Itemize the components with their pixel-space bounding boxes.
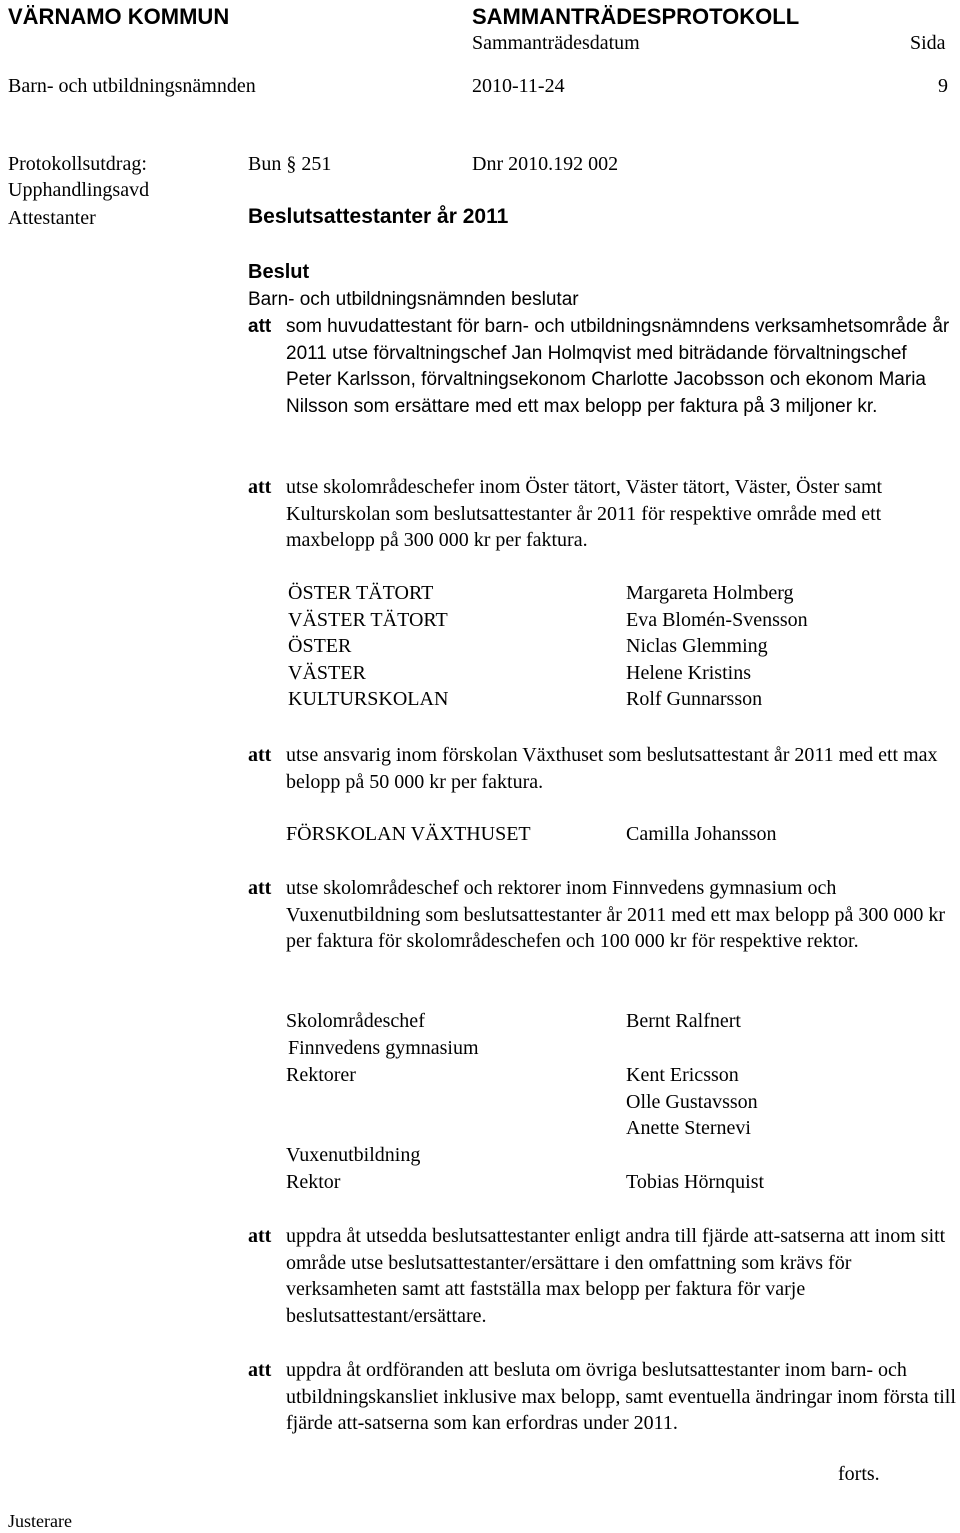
clause-2: utse skolområdeschefer inom Öster tätort, Väster tätort, Väster, Öster samt Kulturskolan som beslutsattestanter år 2011 för respektive område med ett maxbelopp på 300 000 kr per faktura.: [286, 476, 883, 551]
person-name: Kent Ericsson: [626, 1064, 739, 1086]
person-name: Olle Gustavsson: [626, 1091, 758, 1113]
clause-3: utse ansvarig inom förskolan Växthuset som beslutsattestant år 2011 med ett max belopp på 50 000 kr per faktura.: [286, 744, 938, 793]
role-label: Rektorer: [286, 1064, 356, 1086]
committee-name: Barn- och utbildningsnämnden: [8, 75, 256, 97]
person-name: Helene Kristins: [626, 661, 751, 684]
person-list: [626, 580, 808, 713]
document-title: Beslutsattestanter år 2011: [248, 205, 509, 228]
decision-heading: Beslut: [248, 261, 310, 283]
att-marker: att: [248, 476, 272, 498]
page-number: 9: [938, 75, 948, 97]
role-label: Vuxenutbildning: [286, 1144, 421, 1166]
person-name: Bernt Ralfnert: [626, 1010, 741, 1032]
preschool-area: FÖRSKOLAN VÄXTHUSET: [286, 823, 531, 845]
area-name: KULTURSKOLAN: [288, 688, 449, 711]
date-label: Sammanträdesdatum: [472, 32, 640, 54]
att-marker: att: [248, 877, 272, 899]
preschool-person: Camilla Johansson: [626, 823, 777, 845]
document-type: SAMMANTRÄDESPROTOKOLL: [472, 4, 800, 29]
case-reference: Bun § 251: [248, 153, 332, 175]
decision-intro: Barn- och utbildningsnämnden beslutar: [248, 289, 579, 310]
person-name: Anette Sternevi: [626, 1117, 751, 1139]
role-label: Rektor: [286, 1171, 341, 1193]
person-name: Niclas Glemming: [626, 635, 768, 658]
role-label: Skolområdeschef: [286, 1010, 425, 1032]
person-name: Margareta Holmberg: [626, 582, 794, 604]
area-name: VÄSTER TÄTORT: [288, 608, 448, 631]
person-name: Rolf Gunnarsson: [626, 688, 763, 711]
page-label: Sida: [910, 32, 946, 54]
clause-4: utse skolområdeschef och rektorer inom Finnvedens gymnasium och Vuxenutbildning som beslutsattestanter år 2011 med ett max belopp på 300 000 kr per faktura för skolområdeschefen och 100 000 kr för respektive rektor.: [286, 877, 946, 952]
continued-marker: forts.: [838, 1463, 880, 1485]
att-marker: att: [248, 316, 272, 337]
att-marker: att: [248, 1225, 272, 1247]
recipient-attestants: Attestanter: [8, 207, 96, 229]
area-list: [288, 580, 448, 713]
person-name: Eva Blomén-Svensson: [626, 608, 808, 631]
area-name: ÖSTER: [288, 635, 352, 658]
clause-1: som huvudattestant för barn- och utbildningsnämndens verksamhetsområde år 2011 utse förvaltningschef Jan Holmqvist med biträdande förvaltningschef Peter Karlsson, förvaltningsekonom Charlotte Jacobsson och ekonom Maria Nilsson som ersättare med ett max belopp per faktura på 3 miljoner kr.: [286, 316, 950, 417]
diary-number: Dnr 2010.192 002: [472, 153, 619, 175]
meeting-date: 2010-11-24: [472, 75, 565, 97]
area-name: ÖSTER TÄTORT: [288, 582, 434, 604]
recipient-procurement: Upphandlingsavd: [8, 179, 150, 201]
area-name: VÄSTER: [288, 661, 366, 684]
extract-label: Protokollsutdrag:: [8, 153, 147, 175]
clause-5: uppdra åt utsedda beslutsattestanter enligt andra till fjärde att-satserna att inom sitt område utse beslutsattestanter/ersättare i den omfattning som krävs för verksamheten samt att fastställa max belopp per faktura för varje beslutsattestant/ersättare.: [286, 1225, 946, 1327]
clause-6: uppdra åt ordföranden att besluta om övriga beslutsattestanter inom barn- och utbildningskansliet inklusive max belopp, samt eventuella ändringar inom första till fjärde att-satserna som kan erfordras under 2011.: [286, 1359, 956, 1434]
person-name: Tobias Hörnquist: [626, 1171, 765, 1193]
att-marker: att: [248, 744, 272, 766]
justerare-label: Justerare: [8, 1511, 72, 1531]
organisation-name: VÄRNAMO KOMMUN: [8, 4, 230, 29]
role-label: Finnvedens gymnasium: [288, 1037, 479, 1059]
att-marker: att: [248, 1359, 272, 1381]
